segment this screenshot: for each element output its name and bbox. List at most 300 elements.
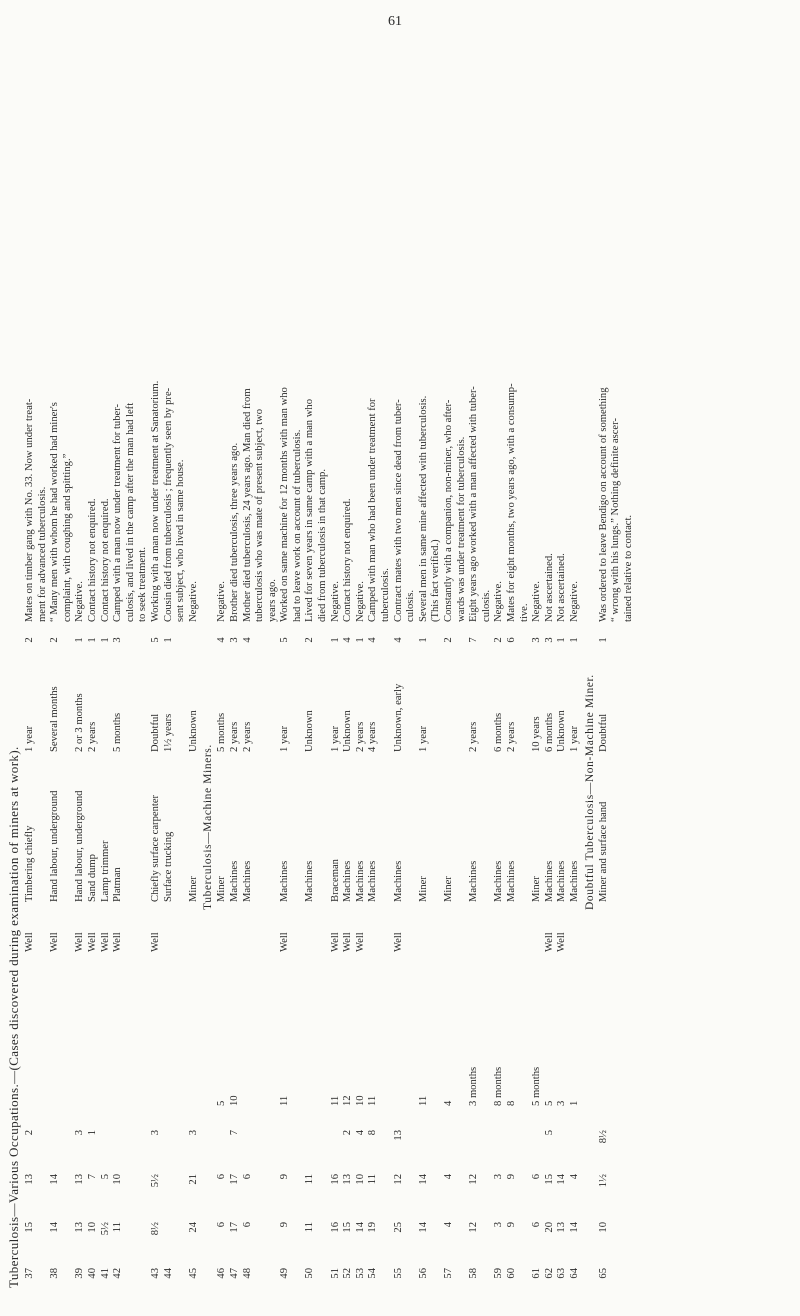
case-number: 64 — [568, 1268, 580, 1279]
occupation: Miner — [187, 876, 199, 902]
duration: 2 years — [228, 721, 240, 752]
duration: Doubtful — [149, 713, 161, 752]
years-underground: 13 — [24, 1174, 35, 1185]
case-number: 39 — [74, 1268, 86, 1279]
years-underground: 10 — [354, 1174, 366, 1185]
table-row — [556, 42, 569, 1292]
remarks: ment for advanced tuberculosis. — [36, 486, 48, 622]
table-row — [267, 42, 280, 1292]
years-mining: 6 — [531, 1222, 543, 1228]
years-machines: 8 — [367, 1130, 379, 1136]
table-row — [279, 42, 292, 1292]
years-machines: 8½ — [597, 1130, 609, 1144]
duration: Unknown — [342, 710, 354, 752]
years-mining: 12 — [468, 1222, 480, 1233]
years-mining: 9 — [279, 1222, 291, 1228]
period-value: 1 — [568, 1100, 580, 1106]
remarks: tive. — [518, 603, 530, 622]
years-mining: 17 — [228, 1222, 240, 1233]
table-row — [519, 42, 532, 1292]
class-value: 4 — [216, 637, 228, 643]
table-row — [188, 42, 201, 1292]
remarks: tained relative to contact. — [622, 514, 634, 622]
table-row — [150, 42, 163, 1292]
class-value: 3 — [112, 637, 124, 643]
table-row — [175, 42, 188, 1292]
period-value: 4 — [443, 1100, 454, 1106]
remarks: wards was under treatment for tuberculosis. — [455, 436, 467, 622]
remarks: Not ascertained. — [556, 553, 568, 622]
table-row — [330, 42, 343, 1292]
occupation: Machines — [241, 860, 253, 902]
duration: 1 year — [279, 725, 291, 752]
years-mining: 14 — [354, 1222, 366, 1233]
years-mining: 25 — [392, 1222, 404, 1233]
remarks: Lived for seven years in same camp with a man who — [304, 399, 316, 622]
duration: 5 months — [216, 712, 228, 752]
duration: 2 years — [468, 721, 480, 752]
class-value: 4 — [367, 637, 379, 643]
class-value: 3 — [531, 637, 543, 643]
occupation: Machines — [342, 860, 354, 902]
occupation: Miner — [417, 876, 429, 902]
years-underground: 17 — [228, 1174, 240, 1185]
class-value: 2 — [49, 637, 61, 643]
case-number: 62 — [543, 1268, 555, 1279]
class-value: 1 — [597, 637, 609, 643]
group-doubtful — [598, 42, 636, 1292]
physical-state: Well — [556, 932, 568, 952]
table-row — [342, 42, 355, 1292]
case-number: 53 — [354, 1268, 366, 1279]
remarks: Constantly with a companion, non-miner, who after- — [443, 399, 454, 622]
years-underground: 7 — [86, 1174, 98, 1180]
years-machines: 3 — [187, 1130, 199, 1136]
table-row — [87, 42, 100, 1292]
case-number: 46 — [216, 1268, 228, 1279]
class-value: 4 — [392, 637, 404, 643]
remarks: sent subject, who lived in same house. — [175, 459, 187, 622]
class-value: 1 — [74, 637, 86, 643]
case-number: 60 — [505, 1268, 517, 1279]
table-row — [569, 42, 582, 1292]
occupation: Braceman — [329, 859, 341, 902]
table-row — [137, 42, 150, 1292]
table-row — [468, 42, 481, 1292]
case-number: 63 — [556, 1268, 568, 1279]
class-value: 3 — [228, 637, 240, 643]
table-row — [456, 42, 469, 1292]
remarks: Not ascertained. — [543, 553, 555, 622]
class-value: 5 — [149, 637, 161, 643]
table-row — [380, 42, 393, 1292]
period-value: 5 — [543, 1100, 555, 1106]
table-row — [74, 42, 87, 1292]
years-underground: 1½ — [597, 1174, 609, 1188]
duration: 2 years — [86, 721, 98, 752]
table-row — [100, 42, 113, 1292]
case-number: 57 — [443, 1268, 454, 1279]
table-title: Tuberculosis—Various Occupations.—(Cases discovered during examination of miners at work). — [6, 746, 21, 1288]
class-value: 1 — [86, 637, 98, 643]
duration: 5 months — [112, 712, 124, 752]
years-mining: 16 — [329, 1222, 341, 1233]
group-machine-miners — [216, 42, 581, 1292]
class-value: 4 — [241, 637, 253, 643]
duration: 4 years — [367, 721, 379, 752]
duration: Unknown — [187, 710, 199, 752]
remarks: Contract mates with two men since dead from tuber- — [392, 399, 404, 622]
table-row — [610, 42, 623, 1292]
case-number: 50 — [304, 1268, 316, 1279]
years-mining: 14 — [417, 1222, 429, 1233]
physical-state: Well — [354, 932, 366, 952]
physical-state: Well — [149, 932, 161, 952]
years-machines: 2 — [342, 1130, 354, 1136]
class-value: 1 — [354, 637, 366, 643]
case-number: 51 — [329, 1268, 341, 1279]
physical-state: Well — [329, 932, 341, 952]
years-underground: 15 — [543, 1174, 555, 1185]
years-machines: 4 — [354, 1130, 366, 1136]
years-mining: 11 — [112, 1222, 124, 1233]
class-value: 6 — [505, 637, 517, 643]
period-value: 3 — [556, 1100, 568, 1106]
physical-state: Well — [112, 932, 124, 952]
duration: 1 year — [24, 725, 35, 752]
occupation: Hand labour, underground — [49, 790, 61, 902]
years-mining: 4 — [443, 1222, 454, 1228]
remarks: Worked on same machine for 12 months with man who — [279, 387, 291, 622]
case-number: 37 — [24, 1268, 35, 1279]
years-mining: 6 — [216, 1222, 228, 1228]
occupation: Machines — [392, 860, 404, 902]
years-underground: 6 — [531, 1174, 543, 1180]
remarks: to seek treatment. — [137, 546, 149, 622]
years-underground: 4 — [568, 1174, 580, 1180]
physical-state: Well — [279, 932, 291, 952]
table-row — [393, 42, 406, 1292]
table-row — [37, 42, 50, 1292]
years-underground: 14 — [49, 1174, 61, 1185]
table-row — [242, 42, 255, 1292]
duration: Unknown — [304, 710, 316, 752]
remarks: culosis, and lived in the camp after the man had left — [124, 402, 136, 622]
table-row — [125, 42, 138, 1292]
case-number: 59 — [493, 1268, 505, 1279]
class-value: 3 — [543, 637, 555, 643]
remarks: tuberculosis who was mate of present subject, two — [254, 408, 266, 622]
case-number: 40 — [86, 1268, 98, 1279]
class-value: 7 — [468, 637, 480, 643]
class-value: 1 — [99, 637, 111, 643]
remarks: Mates for eight months, two years ago, with a consump- — [505, 383, 517, 622]
years-machines: 13 — [392, 1130, 404, 1141]
years-mining: 9 — [505, 1222, 517, 1228]
duration: 10 years — [531, 716, 543, 752]
years-mining: 10 — [597, 1222, 609, 1233]
remarks: Brother died tuberculosis, three years ago. — [228, 442, 240, 622]
group-various-occupations — [24, 42, 200, 1292]
physical-state: Well — [86, 932, 98, 952]
occupation: Surface trucking — [162, 831, 174, 902]
case-number: 41 — [99, 1268, 111, 1279]
years-underground: 12 — [468, 1174, 480, 1185]
duration: 2 years — [354, 721, 366, 752]
years-underground: 13 — [342, 1174, 354, 1185]
remarks: Mother died tuberculosis, 24 years ago. Man died from — [241, 388, 253, 622]
table-row — [493, 42, 506, 1292]
remarks: Cousin died from tuberculosis ; frequently seen by pre- — [162, 387, 174, 622]
period-value: 12 — [342, 1095, 354, 1106]
occupation: Miner — [531, 876, 543, 902]
table-row — [623, 42, 636, 1292]
remarks: Negative. — [531, 581, 543, 622]
remarks: Contact history not enquired. — [342, 498, 354, 622]
years-mining: 15 — [342, 1222, 354, 1233]
duration: 2 or 3 months — [74, 693, 86, 752]
duration: 2 years — [505, 721, 517, 752]
years-mining: 6 — [241, 1222, 253, 1228]
years-underground: 11 — [304, 1174, 316, 1185]
table-row — [598, 42, 611, 1292]
remarks: Several men in same mine affected with tuberculosis. — [417, 395, 429, 622]
period-value: 11 — [417, 1095, 429, 1106]
remarks: Eight years ago worked with a man affected with tuber- — [468, 386, 480, 622]
duration: 2 years — [241, 721, 253, 752]
remarks: Contact history not enquired. — [99, 498, 111, 622]
remarks: had to leave work on account of tuberculosis. — [291, 429, 303, 622]
years-mining: 13 — [556, 1222, 568, 1233]
case-number: 65 — [597, 1268, 609, 1279]
years-underground: 6 — [241, 1174, 253, 1180]
table-row — [367, 42, 380, 1292]
class-value: 1 — [568, 637, 580, 643]
occupation: Machines — [556, 860, 568, 902]
remarks: Mates on timber gang with No. 33. Now under treat- — [24, 398, 35, 622]
duration: 6 months — [493, 712, 505, 752]
years-underground: 14 — [556, 1174, 568, 1185]
duration: 1 year — [568, 725, 580, 752]
years-mining: 15 — [24, 1222, 35, 1233]
occupation: Lamp trimmer — [99, 840, 111, 902]
years-mining: 5½ — [99, 1222, 111, 1236]
occupation: Machines — [228, 860, 240, 902]
remarks: Working with a man now under treatment at Sanatorium. — [149, 380, 161, 622]
section-heading-machine-miners: Tuberculosis—Machine Miners. — [202, 744, 215, 910]
remarks: years ago. — [266, 579, 278, 622]
table-body — [6, 42, 635, 1292]
occupation: Machines — [505, 860, 517, 902]
period-value: 10 — [354, 1095, 366, 1106]
class-value: 1 — [162, 637, 174, 643]
case-number: 49 — [279, 1268, 291, 1279]
page-number: 61 — [388, 14, 402, 29]
remarks: culosis. — [405, 589, 417, 622]
table-row — [216, 42, 229, 1292]
table-row — [443, 42, 456, 1292]
occupation: Hand labour, underground — [74, 790, 86, 902]
period-value: 5 — [216, 1100, 228, 1106]
remarks: Contact history not enquired. — [86, 498, 98, 622]
years-mining: 3 — [493, 1222, 505, 1228]
remarks: tuberculosis. — [380, 568, 392, 622]
years-machines: 3 — [149, 1130, 161, 1136]
period-value: 11 — [367, 1095, 379, 1106]
case-number: 38 — [49, 1268, 61, 1279]
years-underground: 13 — [74, 1174, 86, 1185]
table-row — [405, 42, 418, 1292]
years-machines: 3 — [74, 1130, 86, 1136]
case-number: 61 — [531, 1268, 543, 1279]
remarks: Negative. — [187, 581, 199, 622]
years-mining: 24 — [187, 1222, 199, 1233]
years-underground: 10 — [112, 1174, 124, 1185]
table-row — [24, 42, 37, 1292]
years-mining: 10 — [86, 1222, 98, 1233]
class-value: 1 — [417, 637, 429, 643]
years-machines: 1 — [86, 1130, 98, 1136]
table-row — [418, 42, 431, 1292]
years-mining: 13 — [74, 1222, 86, 1233]
table-row — [163, 42, 176, 1292]
table-row — [229, 42, 242, 1292]
case-number: 44 — [162, 1268, 174, 1279]
years-underground: 11 — [367, 1174, 379, 1185]
case-number: 56 — [417, 1268, 429, 1279]
remarks: Negative. — [354, 581, 366, 622]
physical-state: Well — [24, 932, 35, 952]
class-value: 1 — [556, 637, 568, 643]
table-row — [292, 42, 305, 1292]
years-underground: 9 — [279, 1174, 291, 1180]
years-underground: 5 — [99, 1174, 111, 1180]
occupation: Sand dump — [86, 854, 98, 902]
years-machines: 5 — [543, 1130, 555, 1136]
years-mining: 14 — [568, 1222, 580, 1233]
section-heading-doubtful: Doubtful Tuberculosis—Non-Machine Miner. — [583, 674, 596, 910]
case-number: 42 — [112, 1268, 124, 1279]
period-value: 8 — [505, 1100, 517, 1106]
table-row — [544, 42, 557, 1292]
years-underground: 5½ — [149, 1174, 161, 1188]
duration: 1½ years — [162, 713, 174, 752]
physical-state: Well — [392, 932, 404, 952]
case-number: 54 — [367, 1268, 379, 1279]
table-row — [481, 42, 494, 1292]
occupation: Machines — [367, 860, 379, 902]
case-number: 48 — [241, 1268, 253, 1279]
duration: Doubtful — [597, 713, 609, 752]
years-mining: 14 — [49, 1222, 61, 1233]
table-row — [62, 42, 75, 1292]
table-row — [506, 42, 519, 1292]
table-row — [304, 42, 317, 1292]
years-underground: 16 — [329, 1174, 341, 1185]
class-value: 4 — [342, 637, 354, 643]
years-underground: 4 — [443, 1174, 454, 1180]
remarks: Negative. — [74, 581, 86, 622]
period-value: 8 months — [493, 1066, 505, 1106]
class-value: 2 — [493, 637, 505, 643]
table-row — [531, 42, 544, 1292]
occupation: Miner and surface hand — [597, 801, 609, 902]
class-value: 2 — [304, 637, 316, 643]
years-underground: 12 — [392, 1174, 404, 1185]
physical-state: Well — [49, 932, 61, 952]
case-number: 43 — [149, 1268, 161, 1279]
class-value: 2 — [443, 637, 454, 643]
case-number: 52 — [342, 1268, 354, 1279]
duration: Several months — [49, 686, 61, 752]
remarks: Negative. — [568, 581, 580, 622]
period-value: 11 — [329, 1095, 341, 1106]
occupation: Miner — [443, 876, 454, 902]
occupation: Machines — [354, 860, 366, 902]
years-mining: 11 — [304, 1222, 316, 1233]
occupation: Miner — [216, 876, 228, 902]
years-mining: 19 — [367, 1222, 379, 1233]
physical-state: Well — [543, 932, 555, 952]
remarks: Was ordered to leave Bendigo on account of something — [597, 387, 609, 622]
table-row — [49, 42, 62, 1292]
class-value: 2 — [24, 637, 35, 643]
years-mining: 8½ — [149, 1222, 161, 1236]
remarks: Camped with man who had been under treatment for — [367, 398, 379, 622]
duration: 1 year — [417, 725, 429, 752]
duration: Unknown, early — [392, 683, 404, 752]
remarks: “ wrong with his lungs.” Nothing definite ascer- — [610, 418, 622, 622]
occupation: Chiefly surface carpenter — [149, 794, 161, 902]
remarks: culosis. — [480, 589, 492, 622]
remarks: Camped with a man now under treatment for tuber- — [112, 403, 124, 622]
duration: 1 year — [329, 725, 341, 752]
occupation: Machines — [543, 860, 555, 902]
occupation: Machines — [279, 860, 291, 902]
case-number: 45 — [187, 1268, 199, 1279]
remarks: Negative. — [493, 581, 505, 622]
years-mining: 20 — [543, 1222, 555, 1233]
period-value: 3 months — [468, 1066, 480, 1106]
remarks: Negative. — [329, 581, 341, 622]
years-machines: 7 — [228, 1130, 240, 1136]
years-underground: 9 — [505, 1174, 517, 1180]
table-row — [112, 42, 125, 1292]
years-underground: 14 — [417, 1174, 429, 1185]
case-number: 58 — [468, 1268, 480, 1279]
period-value: 10 — [228, 1095, 240, 1106]
table-row — [430, 42, 443, 1292]
remarks: complaint, with coughing and spitting.” — [61, 453, 73, 622]
period-value: 5 months — [531, 1066, 543, 1106]
class-value: 1 — [329, 637, 341, 643]
period-value: 11 — [279, 1095, 291, 1106]
occupation: Machines — [304, 860, 316, 902]
years-underground: 6 — [216, 1174, 228, 1180]
remarks: died from tuberculosis in that camp. — [317, 469, 329, 622]
occupation: Machines — [493, 860, 505, 902]
table-row — [254, 42, 267, 1292]
years-machines: 2 — [24, 1130, 35, 1136]
table-row — [355, 42, 368, 1292]
years-underground: 3 — [493, 1174, 505, 1180]
remarks: “ Many men with whom he had worked had miner's — [49, 402, 61, 622]
physical-state: Well — [342, 932, 354, 952]
occupation: Platman — [112, 867, 124, 902]
case-number: 55 — [392, 1268, 404, 1279]
duration: 6 months — [543, 712, 555, 752]
remarks: Negative. — [216, 581, 228, 622]
